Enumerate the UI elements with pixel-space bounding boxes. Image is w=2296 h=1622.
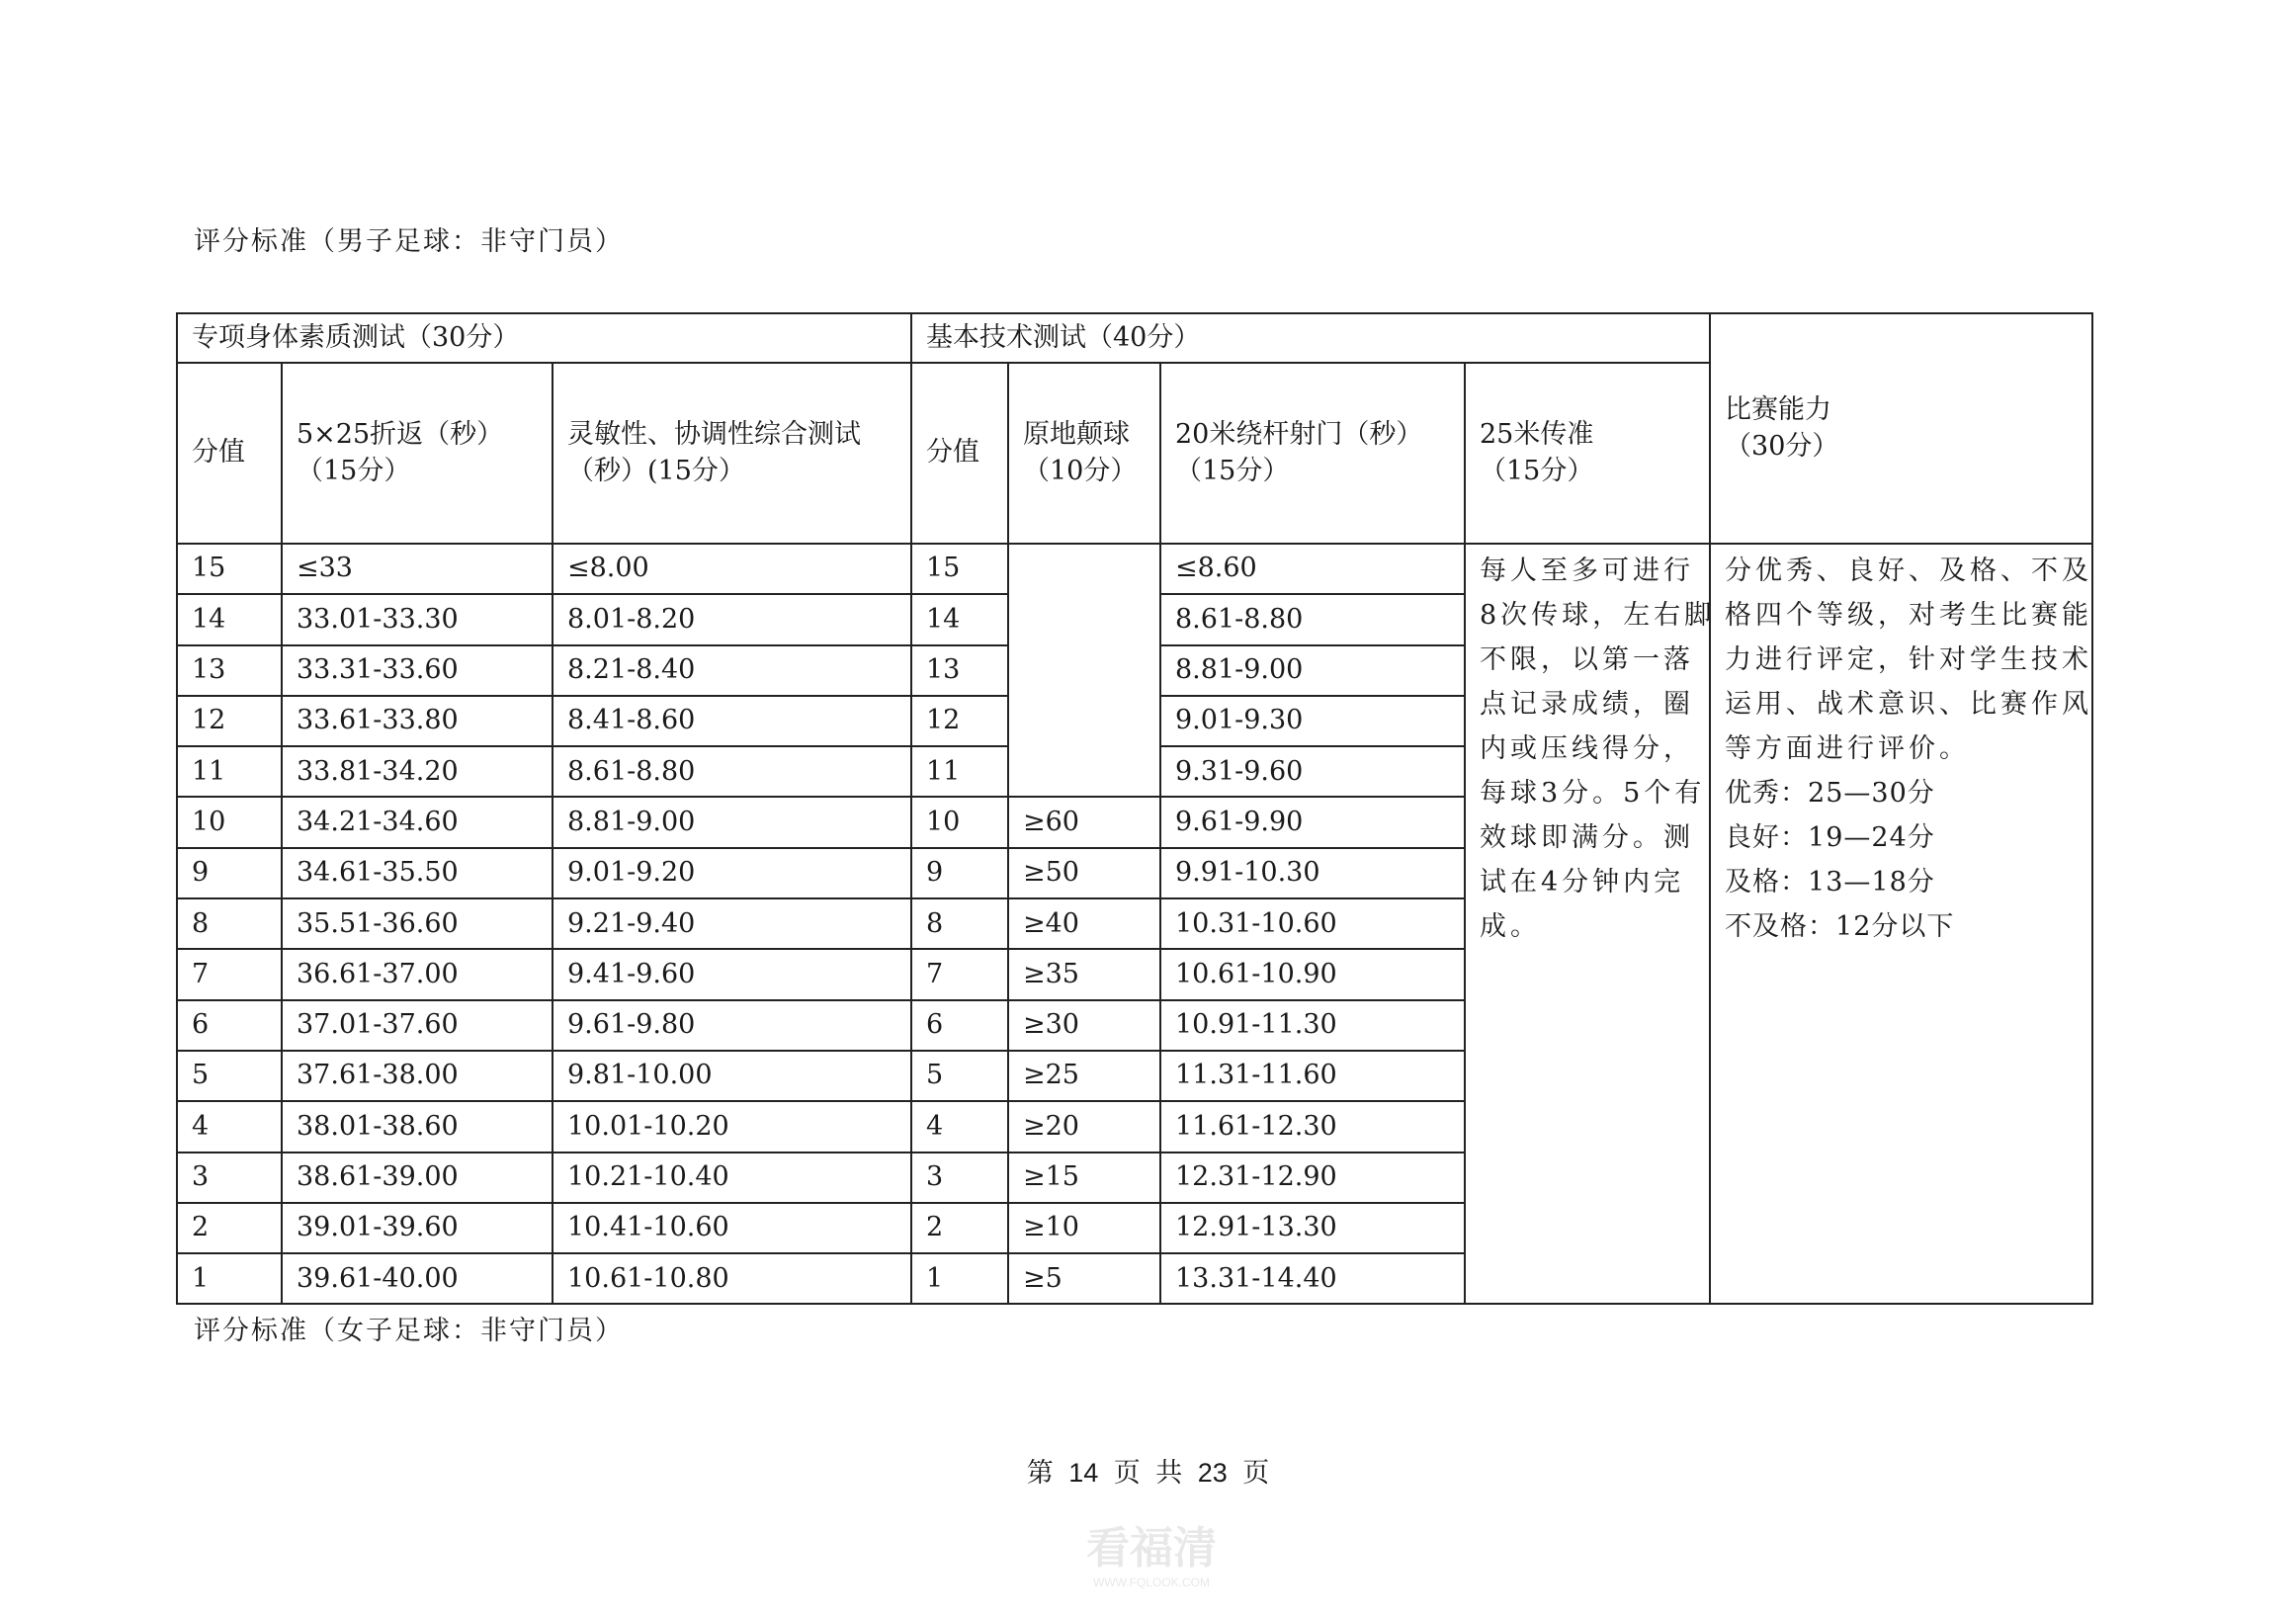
cell-score-2: 13 bbox=[911, 645, 1008, 696]
cell-shuttle: 39.61-40.00 bbox=[282, 1253, 553, 1304]
cell-dribble: 9.91-10.30 bbox=[1160, 848, 1465, 898]
header-pass: 25米传准 （15分） bbox=[1465, 363, 1710, 544]
match-description bbox=[1710, 544, 2092, 1304]
cell-juggle: ≥40 bbox=[1008, 898, 1160, 949]
cell-juggle: ≥30 bbox=[1008, 1000, 1160, 1051]
cell-shuttle: 38.61-39.00 bbox=[282, 1152, 553, 1203]
cell-dribble: ≤8.60 bbox=[1160, 544, 1465, 594]
match-text-line: 分优秀、良好、及格、不及 bbox=[1725, 555, 2093, 586]
header-agility: 灵敏性、协调性综合测试 （秒）(15分） bbox=[553, 363, 911, 544]
pass-text-line: 每球3分。5个有 bbox=[1480, 778, 1706, 809]
header-score-2: 分值 bbox=[911, 363, 1008, 544]
cell-score: 9 bbox=[177, 848, 282, 898]
cell-agility: 10.41-10.60 bbox=[553, 1203, 911, 1253]
cell-juggle-merged bbox=[1008, 544, 1160, 797]
cell-score-2: 6 bbox=[911, 1000, 1008, 1051]
cell-score: 12 bbox=[177, 696, 282, 746]
watermark-logo: 看福清 WWW.FQLOOK.COM bbox=[1086, 1524, 1217, 1589]
pass-text-line: 试在4分钟内完 bbox=[1480, 867, 1685, 897]
cell-shuttle: 33.81-34.20 bbox=[282, 746, 553, 797]
cell-score-2: 3 bbox=[911, 1152, 1008, 1203]
male-caption: 评分标准（男子足球：非守门员） bbox=[194, 226, 624, 257]
table-row bbox=[177, 544, 2092, 594]
cell-score: 10 bbox=[177, 797, 282, 847]
cell-score-2: 9 bbox=[911, 848, 1008, 898]
match-text-line: 格四个等级，对考生比赛能 bbox=[1725, 600, 2093, 631]
cell-dribble: 10.31-10.60 bbox=[1160, 898, 1465, 949]
scoring-table bbox=[176, 312, 2093, 1305]
cell-shuttle: ≤33 bbox=[282, 544, 553, 594]
cell-dribble: 10.61-10.90 bbox=[1160, 949, 1465, 999]
cell-score: 1 bbox=[177, 1253, 282, 1304]
cell-juggle: ≥25 bbox=[1008, 1051, 1160, 1101]
cell-score: 2 bbox=[177, 1203, 282, 1253]
cell-score: 7 bbox=[177, 949, 282, 999]
cell-juggle: ≥35 bbox=[1008, 949, 1160, 999]
cell-juggle: ≥50 bbox=[1008, 848, 1160, 898]
match-text-line: 及格：13—18分 bbox=[1725, 867, 1935, 897]
cell-score: 14 bbox=[177, 594, 282, 644]
cell-agility: 10.61-10.80 bbox=[553, 1253, 911, 1304]
cell-score-2: 15 bbox=[911, 544, 1008, 594]
female-caption: 评分标准（女子足球：非守门员） bbox=[194, 1316, 624, 1346]
cell-dribble: 13.31-14.40 bbox=[1160, 1253, 1465, 1304]
cell-agility: 10.01-10.20 bbox=[553, 1101, 911, 1152]
match-text-line: 良好：19—24分 bbox=[1725, 822, 1935, 853]
cell-score: 15 bbox=[177, 544, 282, 594]
pass-text-line: 内或压线得分， bbox=[1480, 733, 1694, 764]
cell-agility: 9.61-9.80 bbox=[553, 1000, 911, 1051]
cell-agility: 8.01-8.20 bbox=[553, 594, 911, 644]
cell-score-2: 11 bbox=[911, 746, 1008, 797]
pass-text-line: 点记录成绩，圈 bbox=[1480, 689, 1694, 720]
cell-score: 3 bbox=[177, 1152, 282, 1203]
cell-score-2: 5 bbox=[911, 1051, 1008, 1101]
cell-dribble: 11.31-11.60 bbox=[1160, 1051, 1465, 1101]
group-physical: 专项身体素质测试（30分） bbox=[177, 313, 911, 363]
cell-agility: 9.81-10.00 bbox=[553, 1051, 911, 1101]
pass-text-line: 不限，以第一落 bbox=[1480, 644, 1694, 675]
cell-shuttle: 37.01-37.60 bbox=[282, 1000, 553, 1051]
cell-dribble: 9.61-9.90 bbox=[1160, 797, 1465, 847]
group-technique: 基本技术测试（40分） bbox=[911, 313, 1710, 363]
cell-score: 6 bbox=[177, 1000, 282, 1051]
page-number: 第 14 页 共 23 页 bbox=[1026, 1458, 1270, 1488]
cell-agility: 9.21-9.40 bbox=[553, 898, 911, 949]
cell-shuttle: 33.31-33.60 bbox=[282, 645, 553, 696]
cell-score-2: 7 bbox=[911, 949, 1008, 999]
cell-shuttle: 38.01-38.60 bbox=[282, 1101, 553, 1152]
pass-text-line: 效球即满分。测 bbox=[1480, 822, 1694, 853]
cell-shuttle: 33.01-33.30 bbox=[282, 594, 553, 644]
header-juggle: 原地颠球 （10分） bbox=[1008, 363, 1160, 544]
cell-shuttle: 39.01-39.60 bbox=[282, 1203, 553, 1253]
cell-dribble: 10.91-11.30 bbox=[1160, 1000, 1465, 1051]
pass-text-line: 成。 bbox=[1480, 911, 1541, 942]
cell-shuttle: 36.61-37.00 bbox=[282, 949, 553, 999]
cell-score-2: 8 bbox=[911, 898, 1008, 949]
cell-dribble: 11.61-12.30 bbox=[1160, 1101, 1465, 1152]
cell-score: 13 bbox=[177, 645, 282, 696]
cell-agility: 9.01-9.20 bbox=[553, 848, 911, 898]
cell-score: 4 bbox=[177, 1101, 282, 1152]
cell-score-2: 14 bbox=[911, 594, 1008, 644]
header-shuttle: 5×25折返（秒） （15分） bbox=[282, 363, 553, 544]
pass-description bbox=[1465, 544, 1716, 1304]
match-text-line: 等方面进行评价。 bbox=[1725, 733, 1971, 764]
cell-juggle: ≥5 bbox=[1008, 1253, 1160, 1304]
cell-agility: 9.41-9.60 bbox=[553, 949, 911, 999]
cell-shuttle: 34.21-34.60 bbox=[282, 797, 553, 847]
pass-text-line: 8次传球，左右脚 bbox=[1480, 600, 1716, 631]
match-text-line: 不及格：12分以下 bbox=[1725, 911, 1955, 942]
cell-dribble: 12.31-12.90 bbox=[1160, 1152, 1465, 1203]
cell-score-2: 2 bbox=[911, 1203, 1008, 1253]
cell-agility: 8.61-8.80 bbox=[553, 746, 911, 797]
cell-dribble: 9.31-9.60 bbox=[1160, 746, 1465, 797]
match-text-line: 力进行评定，针对学生技术 bbox=[1725, 644, 2093, 675]
pass-text-line: 每人至多可进行 bbox=[1480, 555, 1694, 586]
cell-agility: ≤8.00 bbox=[553, 544, 911, 594]
cell-dribble: 12.91-13.30 bbox=[1160, 1203, 1465, 1253]
cell-agility: 8.21-8.40 bbox=[553, 645, 911, 696]
cell-score: 11 bbox=[177, 746, 282, 797]
header-match: 比赛能力 （30分） bbox=[1710, 313, 2092, 544]
cell-dribble: 9.01-9.30 bbox=[1160, 696, 1465, 746]
cell-juggle: ≥60 bbox=[1008, 797, 1160, 847]
cell-agility: 8.41-8.60 bbox=[553, 696, 911, 746]
cell-juggle: ≥20 bbox=[1008, 1101, 1160, 1152]
cell-score-2: 10 bbox=[911, 797, 1008, 847]
header-dribble: 20米绕杆射门（秒） （15分） bbox=[1160, 363, 1465, 544]
cell-shuttle: 34.61-35.50 bbox=[282, 848, 553, 898]
cell-shuttle: 33.61-33.80 bbox=[282, 696, 553, 746]
cell-juggle: ≥10 bbox=[1008, 1203, 1160, 1253]
cell-agility: 8.81-9.00 bbox=[553, 797, 911, 847]
cell-score: 8 bbox=[177, 898, 282, 949]
cell-score-2: 1 bbox=[911, 1253, 1008, 1304]
cell-dribble: 8.61-8.80 bbox=[1160, 594, 1465, 644]
cell-dribble: 8.81-9.00 bbox=[1160, 645, 1465, 696]
cell-score-2: 4 bbox=[911, 1101, 1008, 1152]
cell-agility: 10.21-10.40 bbox=[553, 1152, 911, 1203]
header-score: 分值 bbox=[177, 363, 282, 544]
match-text-line: 运用、战术意识、比赛作风 bbox=[1725, 689, 2093, 720]
match-text-line: 优秀：25—30分 bbox=[1725, 778, 1935, 809]
cell-score-2: 12 bbox=[911, 696, 1008, 746]
cell-shuttle: 35.51-36.60 bbox=[282, 898, 553, 949]
cell-juggle: ≥15 bbox=[1008, 1152, 1160, 1203]
cell-shuttle: 37.61-38.00 bbox=[282, 1051, 553, 1101]
cell-score: 5 bbox=[177, 1051, 282, 1101]
